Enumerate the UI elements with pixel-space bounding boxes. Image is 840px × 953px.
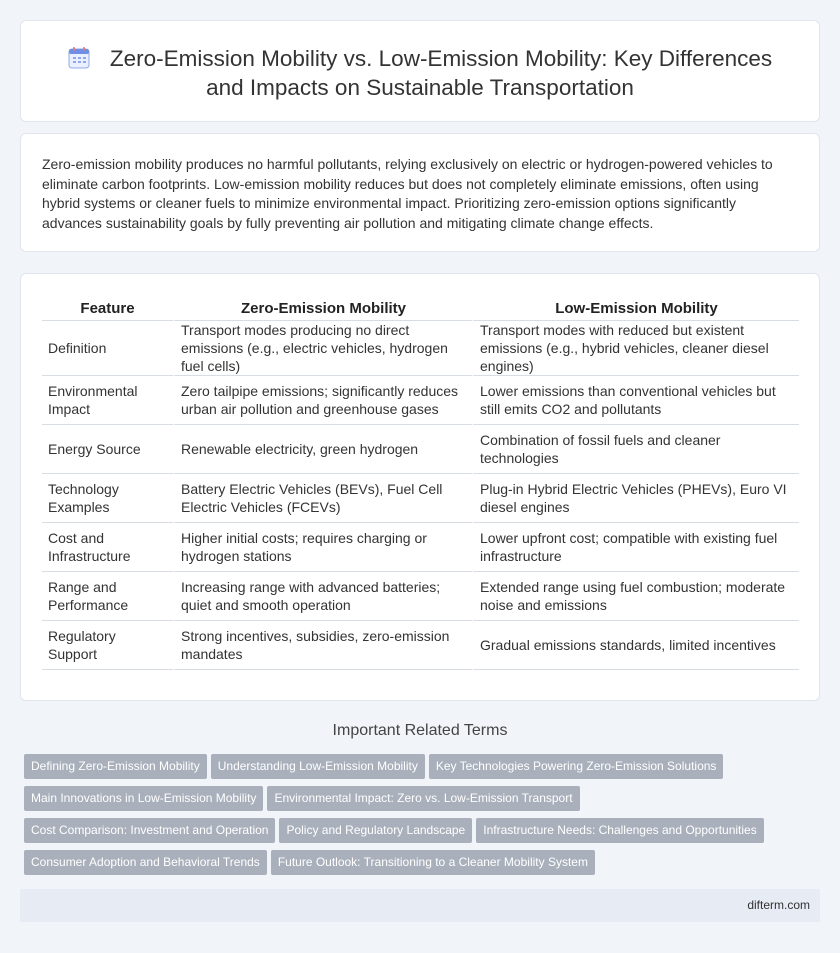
table-row [42, 321, 799, 376]
tag-row [24, 850, 804, 882]
feature-cell: Energy Source [42, 425, 173, 474]
table-row [42, 621, 799, 670]
related-term-tag[interactable]: Infrastructure Needs: Challenges and Opportunities [476, 818, 764, 843]
header-feature: Feature [42, 294, 173, 321]
low-emission-cell: Gradual emissions standards, limited incentives [472, 621, 799, 670]
table-header-row [42, 294, 799, 321]
table-row [42, 425, 799, 474]
feature-cell: Technology Examples [42, 474, 173, 523]
feature-cell: Regulatory Support [42, 621, 173, 670]
related-term-tag[interactable]: Environmental Impact: Zero vs. Low-Emission Transport [267, 786, 579, 811]
comparison-table-card [20, 273, 820, 701]
low-emission-cell: Combination of fossil fuels and cleaner technologies [472, 425, 799, 474]
related-term-tag[interactable]: Defining Zero-Emission Mobility [24, 754, 207, 779]
title-card [20, 20, 820, 122]
zero-emission-cell: Transport modes producing no direct emissions (e.g., electric vehicles, hydrogen fuel cells) [173, 321, 472, 376]
header-zero-emission: Zero-Emission Mobility [173, 294, 472, 321]
zero-emission-cell: Higher initial costs; requires charging or hydrogen stations [173, 523, 472, 572]
intro-paragraph: Zero-emission mobility produces no harmful pollutants, relying exclusively on electric or hydrogen-powered vehicles to eliminate carbon footprints. Low-emission mobility reduces but does not completely eliminate emissions, often using hybrid systems or cleaner fuels to minimize environmental impact. Prioritizing zero-emission options significantly advances sustainability goals by fully preventing air pollution and mitigating climate change effects. [42, 156, 773, 231]
zero-emission-cell: Zero tailpipe emissions; significantly reduces urban air pollution and greenhouse gases [173, 376, 472, 425]
tag-row [24, 818, 804, 850]
comparison-table [42, 294, 799, 670]
related-term-tag[interactable]: Cost Comparison: Investment and Operation [24, 818, 275, 843]
low-emission-cell: Lower upfront cost; compatible with existing fuel infrastructure [472, 523, 799, 572]
calendar-icon [68, 47, 90, 69]
related-term-tag[interactable]: Key Technologies Powering Zero-Emission Solutions [429, 754, 724, 779]
related-term-tag[interactable]: Future Outlook: Transitioning to a Cleaner Mobility System [271, 850, 595, 875]
low-emission-cell: Lower emissions than conventional vehicles but still emits CO2 and pollutants [472, 376, 799, 425]
low-emission-cell: Extended range using fuel combustion; moderate noise and emissions [472, 572, 799, 621]
page-title [21, 44, 819, 102]
zero-emission-cell: Renewable electricity, green hydrogen [173, 425, 472, 474]
feature-cell: Cost and Infrastructure [42, 523, 173, 572]
related-terms-heading: Important Related Terms [332, 722, 508, 739]
zero-emission-cell: Battery Electric Vehicles (BEVs), Fuel Cell Electric Vehicles (FCEVs) [173, 474, 472, 523]
feature-cell: Range and Performance [42, 572, 173, 621]
related-term-tag[interactable]: Consumer Adoption and Behavioral Trends [24, 850, 267, 875]
site-link[interactable]: difterm.com [747, 898, 810, 912]
feature-cell: Environmental Impact [42, 376, 173, 425]
related-terms-list [24, 754, 804, 882]
tag-row [24, 754, 804, 786]
low-emission-cell: Plug-in Hybrid Electric Vehicles (PHEVs), Euro VI diesel engines [472, 474, 799, 523]
zero-emission-cell: Increasing range with advanced batteries; quiet and smooth operation [173, 572, 472, 621]
feature-cell: Definition [42, 321, 173, 376]
intro-card [20, 133, 820, 252]
related-term-tag[interactable]: Main Innovations in Low-Emission Mobility [24, 786, 263, 811]
tag-row [24, 786, 804, 818]
related-term-tag[interactable]: Policy and Regulatory Landscape [279, 818, 472, 843]
page-title-text: Zero-Emission Mobility vs. Low-Emission Mobility: Key Differences and Impacts on Sustainable Transportation [109, 46, 773, 100]
related-term-tag[interactable]: Understanding Low-Emission Mobility [211, 754, 425, 779]
table-row [42, 523, 799, 572]
table-row [42, 376, 799, 425]
header-low-emission: Low-Emission Mobility [472, 294, 799, 321]
table-row [42, 474, 799, 523]
table-row [42, 572, 799, 621]
footer [20, 889, 820, 922]
zero-emission-cell: Strong incentives, subsidies, zero-emission mandates [173, 621, 472, 670]
low-emission-cell: Transport modes with reduced but existent emissions (e.g., hybrid vehicles, cleaner diesel engines) [472, 321, 799, 376]
